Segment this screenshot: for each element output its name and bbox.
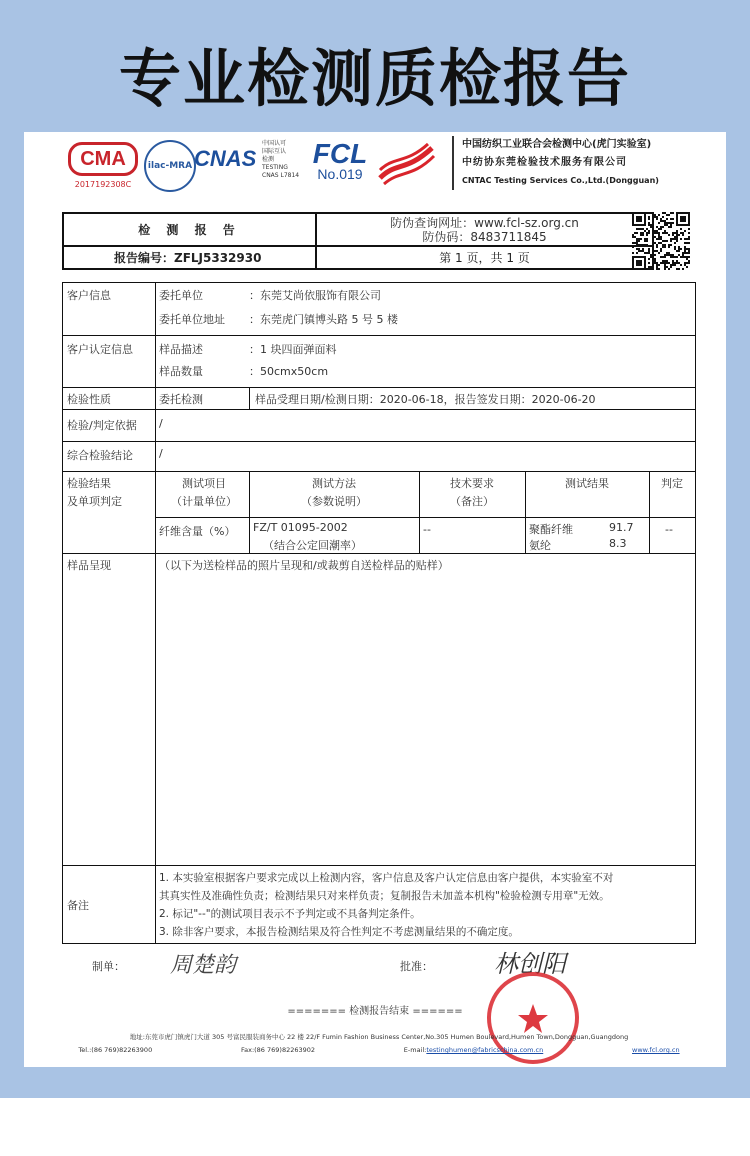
org-line-2: 中纺协东莞检验技术服务有限公司 (462, 157, 627, 168)
cma-logo (68, 142, 138, 189)
anti-code: 防伪码：8483711845 (422, 229, 547, 244)
qty-value: ：50cmx50cm (249, 365, 329, 378)
footer-web-link[interactable]: www.fcl.org.cn (632, 1046, 680, 1054)
maker-signature: 周楚韵 (170, 953, 237, 978)
note-line: 其真实性及准确性负责；检测结果只对来样负责；复制报告未加盖本机构"检验检测专用章"无效。 (159, 890, 610, 902)
remark-label: 备注 (67, 899, 89, 912)
footer-tel: Tel.:(86 769)82263900 (78, 1046, 153, 1054)
row-divider (63, 471, 695, 472)
nature-value: 委托检测 (159, 393, 203, 406)
basis-label: 检验/判定依据 (67, 419, 137, 432)
col-judge-header: 判定 (661, 477, 683, 490)
ilac-logo: ilac-MRA (144, 140, 196, 192)
fcl-mark: FCL (312, 138, 368, 169)
col-req-note: （备注） (450, 495, 494, 508)
footer-fax: Fax:(86 769)82263902 (240, 1046, 316, 1054)
sample-info-label: 客户认定信息 (67, 343, 133, 356)
note-line: 1. 本实验室根据客户要求完成以上检测内容，客户信息及客户认定信息由客户提供，本实验室不对 (159, 872, 614, 884)
dates-value: 样品受理日期/检测日期：2020-06-18，报告签发日期：2020-06-20 (255, 393, 596, 406)
footer-email-label: E-mail: (403, 1046, 427, 1054)
cnas-text-line: 检测 (262, 156, 275, 163)
qr-code-icon (632, 212, 690, 270)
result-label-2: 及单项判定 (67, 495, 122, 508)
footer-contacts (34, 1046, 724, 1054)
note-line: 3. 除非客户要求，本报告检测结果及符合性判定不考虑测量结果的不确定度。 (159, 926, 519, 938)
basis-value: / (159, 417, 163, 430)
approve-signature: 林创阳 (494, 950, 566, 978)
row-divider (63, 335, 695, 336)
row-divider (63, 387, 695, 388)
row-item: 纤维含量（%） (159, 525, 236, 538)
report-number: 报告编号：ZFLJ5332930 (63, 246, 316, 269)
col-divider (155, 283, 156, 943)
footer-address: 地址:东莞市虎门镇虎门大道 305 号富民服装商务中心 22 楼 22/F Fumin Fashion Business Center,No.305 Humen Boulevard,Humen Town,Dongguan,Guangdong (129, 1033, 629, 1041)
org-line-3: CNTAC Testing Services Co.,Ltd.(Dongguan) (462, 176, 659, 185)
col-item-header: 测试项目 (182, 477, 226, 490)
desc-label: 样品描述 (159, 343, 203, 356)
result-label: 检验结果 (67, 477, 111, 490)
report-header (62, 212, 654, 270)
fiber1-value: 91.7 (609, 521, 634, 534)
col-method-header: 测试方法 (312, 477, 356, 490)
report-document (24, 132, 726, 1067)
address-value: ：东莞虎门镇博头路 5 号 5 楼 (249, 313, 398, 326)
conclusion-label: 综合检验结论 (67, 449, 133, 462)
fiber2-name: 氨纶 (529, 539, 551, 552)
row-divider (63, 865, 695, 866)
col-divider (249, 387, 250, 409)
report-end: ======= 检测报告结束 ====== (287, 1006, 463, 1017)
cnas-text (262, 140, 299, 180)
cnas-text-line: TESTING (262, 164, 288, 171)
report-table (62, 282, 696, 944)
sample-show-label: 样品呈现 (67, 559, 111, 572)
row-judge: -- (665, 523, 673, 536)
client-value: ：东莞艾尚依服饰有限公司 (249, 289, 381, 302)
org-line-1: 中国纺织工业联合会检测中心(虎门实验室) (462, 139, 652, 150)
fcl-number: No.019 (317, 166, 363, 182)
row-method: FZ/T 01095-2002 (253, 521, 348, 534)
logo-strip (24, 132, 726, 202)
fiber2-value: 8.3 (609, 537, 627, 550)
row-divider (63, 441, 695, 442)
fcl-logo (309, 138, 371, 182)
col-item-unit: （计量单位） (171, 495, 237, 508)
footer-email-group (404, 1046, 543, 1054)
remark-notes (159, 869, 613, 941)
row-method-note: （结合公定回潮率） (263, 539, 362, 552)
cnas-logo: CNAS (194, 146, 257, 171)
page-count: 第 1 页，共 1 页 (316, 246, 653, 269)
banner-title: 专业检测质检报告 (118, 41, 631, 115)
client-label: 委托单位 (159, 289, 203, 302)
anti-site: 防伪查询网址：www.fcl-sz.org.cn (390, 215, 579, 230)
cma-code: 2017192308C (74, 180, 132, 189)
row-divider (155, 517, 695, 518)
note-line: 2. 标记"--"的测试项目表示不予判定或不具备判定条件。 (159, 908, 421, 920)
customer-info-label: 客户信息 (67, 289, 111, 302)
desc-value: ：1 块四面弹面料 (249, 343, 337, 356)
row-divider (63, 553, 695, 554)
sample-show-value: （以下为送检样品的照片呈现和/或裁剪自送检样品的贴样） (159, 559, 449, 572)
address-label: 委托单位地址 (159, 313, 225, 326)
cnas-text-line: 中国认可 (262, 140, 287, 147)
conclusion-value: / (159, 447, 163, 460)
col-result-header: 测试结果 (565, 477, 609, 490)
col-req-header: 技术要求 (450, 477, 494, 490)
anti-counterfeit (316, 213, 653, 246)
cntac-wave-logo (376, 142, 436, 186)
report-title: 检 测 报 告 (63, 213, 316, 246)
nature-label: 检验性质 (67, 393, 111, 406)
cnas-text-line: 国际互认 (262, 148, 287, 155)
footer-email-link[interactable]: testinghumen@fabricschina.com.cn (426, 1046, 544, 1054)
cnas-text-line: CNAS L7814 (262, 172, 300, 179)
row-req: -- (423, 523, 431, 536)
row-divider (63, 409, 695, 410)
org-name (452, 136, 659, 190)
maker-label: 制单： (92, 960, 125, 973)
col-method-param: （参数说明） (301, 495, 367, 508)
approve-label: 批准： (400, 960, 433, 973)
fiber1-name: 聚酯纤维 (529, 523, 573, 536)
cma-mark: CMA (68, 142, 138, 176)
qty-label: 样品数量 (159, 365, 203, 378)
